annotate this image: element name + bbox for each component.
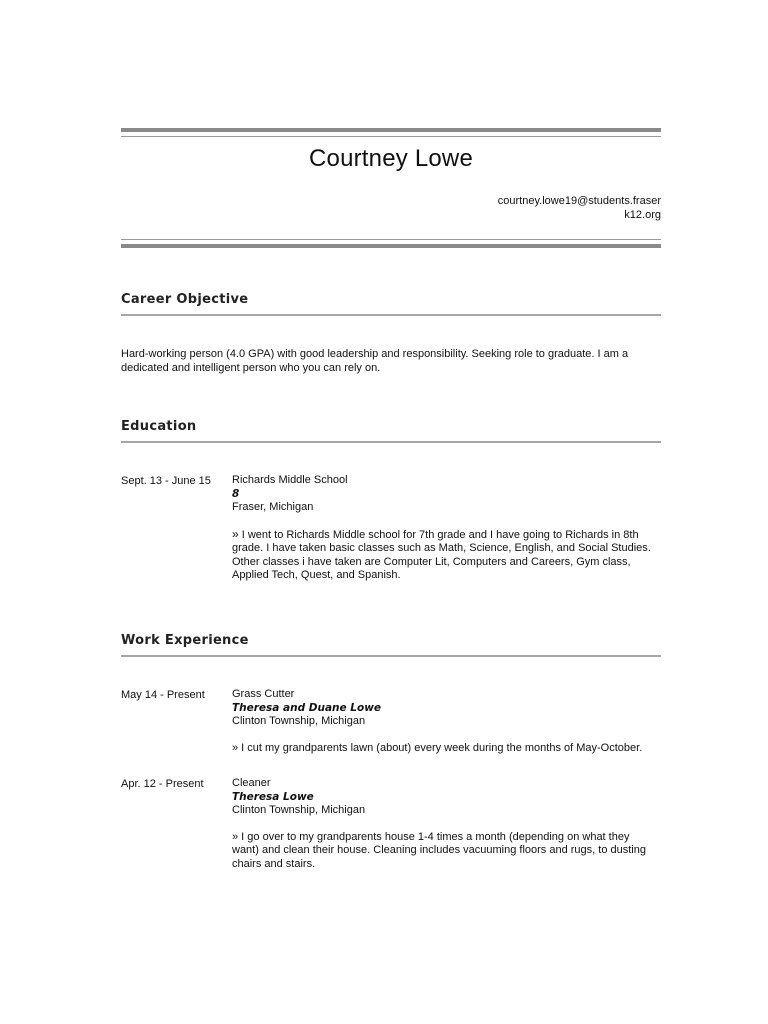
education-desc-line-3: Other classes i have taken are Computer Lit, Computers and Careers, Gym class, xyxy=(232,555,631,568)
work-desc-1-line-1: » I cut my grandparents lawn (about) every week during the months of May-October. xyxy=(232,741,643,754)
resume-name: Courtney Lowe xyxy=(308,145,474,172)
header-bottom-rule-thick xyxy=(121,244,661,248)
work-employer-2: Theresa Lowe xyxy=(232,790,314,803)
section-title-work-experience: Work Experience xyxy=(121,633,249,648)
email-address[interactable] xyxy=(461,194,661,222)
work-role-2: Cleaner xyxy=(232,777,271,789)
work-date-2: Apr. 12 - Present xyxy=(121,778,204,790)
education-description xyxy=(232,528,662,583)
career-objective-text xyxy=(121,347,661,375)
email-line-1: courtney.lowe19@students.fraser xyxy=(497,195,661,207)
work-role-1: Grass Cutter xyxy=(232,688,295,700)
section-rule-work-experience xyxy=(121,655,661,657)
work-date-1: May 14 - Present xyxy=(121,689,205,701)
header-top-rule-thin xyxy=(121,136,661,137)
work-employer-1: Theresa and Duane Lowe xyxy=(232,701,382,714)
section-rule-education xyxy=(121,441,661,443)
work-entry-1 xyxy=(232,688,662,755)
education-desc-line-2: grade. I have taken basic classes such as Math, Science, English, and Social Studies. xyxy=(232,542,651,554)
email-line-2: k12.org xyxy=(624,209,661,221)
education-desc-line-1-text: I went to Richards Middle school for 7th grade and I have going to Richards in 8th xyxy=(238,528,639,541)
education-location: Fraser, Michigan xyxy=(232,501,314,513)
career-objective-line-1: Hard-working person (4.0 GPA) with good leadership and responsibility. Seeking role to graduate. I am a xyxy=(121,348,629,360)
work-desc-2-line-3: chairs and stairs. xyxy=(232,857,316,870)
education-entry xyxy=(232,474,662,583)
resume-page xyxy=(121,0,661,1024)
bullet-glyph: » xyxy=(232,526,239,541)
work-description-2 xyxy=(232,831,662,872)
work-location-1: Clinton Township, Michigan xyxy=(232,715,366,727)
work-entry-2 xyxy=(232,777,662,871)
career-objective-line-2: dedicated and intelligent person who you can rely on. xyxy=(121,362,381,374)
section-title-career-objective: Career Objective xyxy=(121,292,249,307)
education-desc-line-4: Applied Tech, Quest, and Spanish. xyxy=(232,569,401,581)
education-school: Richards Middle School xyxy=(232,474,348,486)
work-location-2: Clinton Township, Michigan xyxy=(232,804,366,816)
work-desc-2-line-1: » I go over to my grandparents house 1-4 times a month (depending on what they xyxy=(232,830,630,843)
section-rule-career-objective xyxy=(121,314,661,316)
work-desc-2-line-2: want) and clean their house. Cleaning includes vacuuming floors and rugs, to dusting xyxy=(232,844,646,856)
education-desc-line-1 xyxy=(232,528,662,543)
education-date: Sept. 13 - June 15 xyxy=(121,475,211,487)
header-bottom-rule-thin xyxy=(121,239,661,240)
header-top-rule-thick xyxy=(121,128,661,132)
work-description-1 xyxy=(232,742,662,756)
section-title-education: Education xyxy=(121,419,197,434)
education-grade: 8 xyxy=(232,487,240,500)
